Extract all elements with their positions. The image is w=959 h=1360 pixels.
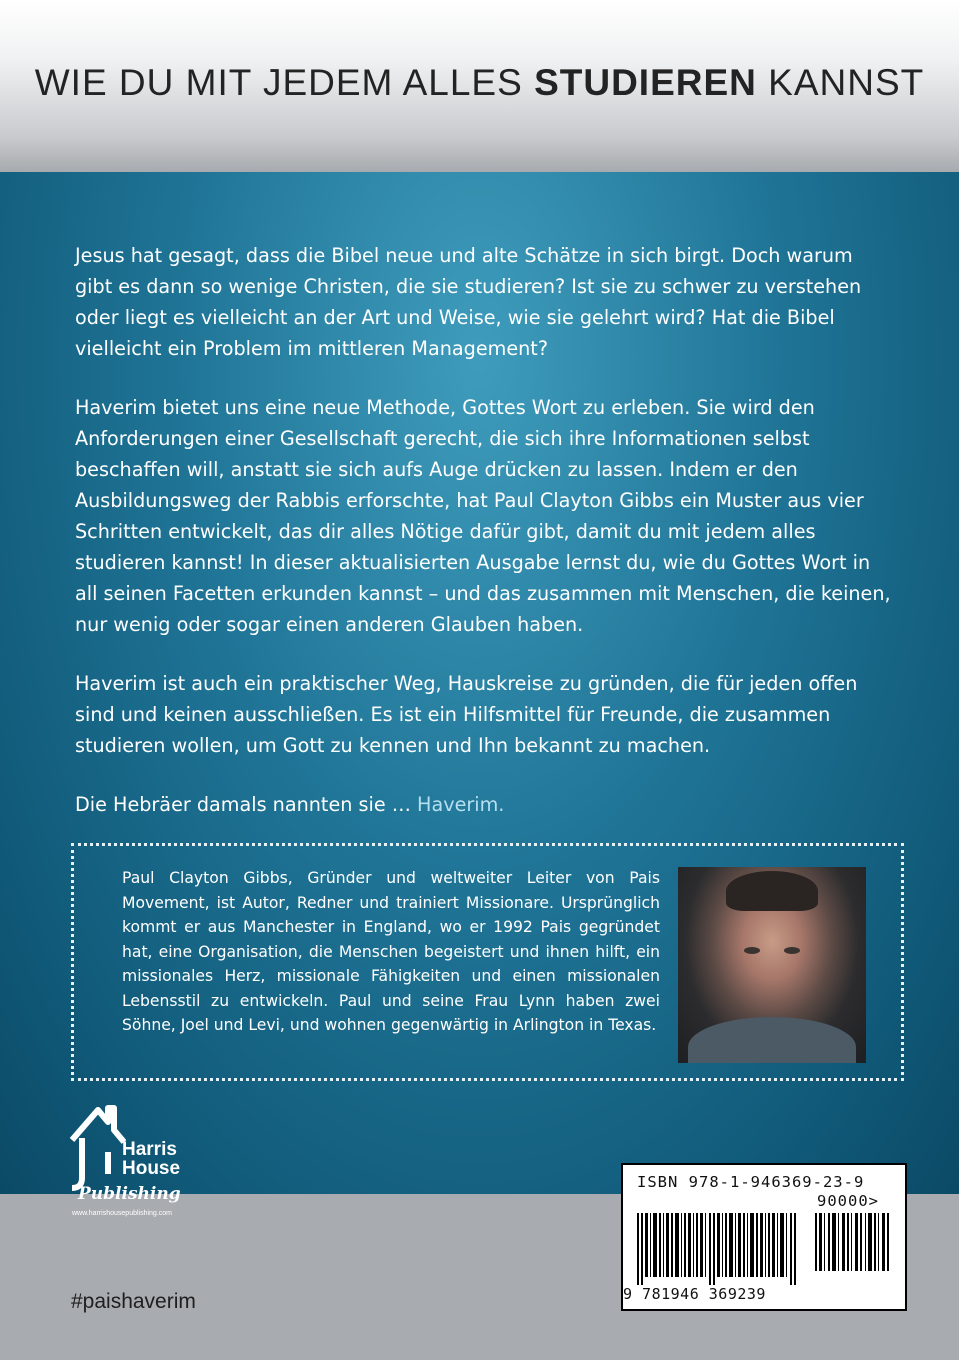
publisher-name-publishing: Publishing (78, 1184, 181, 1204)
isbn-barcode (621, 1163, 907, 1311)
isbn-text: ISBN 978-1-946369-23-9 (637, 1173, 865, 1191)
author-bio-box (71, 843, 904, 1081)
blurb-paragraph-2: Haverim bietet uns eine neue Methode, Gottes Wort zu erleben. Sie wird den Anforderungen einer Gesellschaft gerecht, die sich ihre Informationen selbst beschaffen will, anstatt sie sich aufs Auge drücken zu lassen. Indem er den Ausbildungsweg der Rabbis erforschte, hat Paul Clayton Gibbs ein Muster aus vier Schritten entwickelt, das dir alles Nötige dafür gibt, damit du mit jedem alles studieren kannst! In dieser aktualisierten Ausgabe lernst du, wie du Gottes Wort in all seinen Facetten erkunden kannst – und das zusammen mit Menschen, die keinen, nur wenig oder sogar einen anderen Glauben haben. (75, 396, 891, 636)
publisher-name-harris: Harris (122, 1139, 177, 1160)
blurb (75, 240, 891, 848)
author-bio-text: Paul Clayton Gibbs, Gründer und weltweiter Leiter von Pais Movement, ist Autor, Redner und trainiert Missionare. Ursprünglich kommt er aus Manchester in England, wo er 1992 Pais gegründet hat, eine Organisation, die Menschen begeistert und ihnen hilft, ein missionales Herz, missionale Fähigkeiten und einen missionalen Lebensstil zu entwickeln. Paul und seine Frau Lynn haben zwei Söhne, Joel und Levi, und wohnen gegenwärtig in Arlington in Texas. (122, 869, 660, 1034)
header-band (0, 0, 959, 172)
blurb-paragraph-1: Jesus hat gesagt, dass die Bibel neue und alte Schätze in sich birgt. Doch warum gibt es dann so wenige Christen, die sie studieren? Ist sie zu schwer zu verstehen oder liegt es vielleicht an der Art und Weise, wie sie gelehrt wird? Hat die Bibel vielleicht ein Problem im mittleren Management? (75, 244, 862, 360)
photo-hair (726, 871, 818, 911)
hashtag: #paishaverim (71, 1290, 196, 1313)
title-bold: STUDIEREN (534, 62, 757, 103)
barcode-bars-main (637, 1213, 797, 1285)
barcode-bars-addon (815, 1213, 893, 1271)
photo-eye-left (744, 947, 760, 954)
publisher-logo (68, 1104, 208, 1224)
photo-shirt (688, 1017, 856, 1063)
author-photo (678, 867, 866, 1063)
book-title (0, 62, 959, 104)
closing-text: Die Hebräer damals nannten sie … (75, 793, 418, 816)
blurb-paragraph-3: Haverim ist auch ein praktischer Weg, Hauskreise zu gründen, die für jeden offen sind und keinen ausschließen. Es ist ein Hilfsmittel für Freunde, die zusammen studieren wollen, um Gott zu kennen und Ihn bekannt zu machen. (75, 672, 858, 757)
house-icon (68, 1104, 128, 1194)
price-code: 90000> (817, 1192, 879, 1210)
publisher-url: www.harrishousepublishing.com (72, 1210, 172, 1217)
blurb-paragraph-4 (75, 789, 891, 820)
title-post: KANNST (756, 62, 925, 103)
title-pre: WIE DU MIT JEDEM ALLES (34, 62, 535, 103)
haverim-highlight: Haverim. (417, 793, 505, 816)
photo-eye-right (784, 947, 800, 954)
barcode-digits: 9 781946 369239 (623, 1285, 766, 1303)
publisher-name-house: House (122, 1158, 181, 1179)
